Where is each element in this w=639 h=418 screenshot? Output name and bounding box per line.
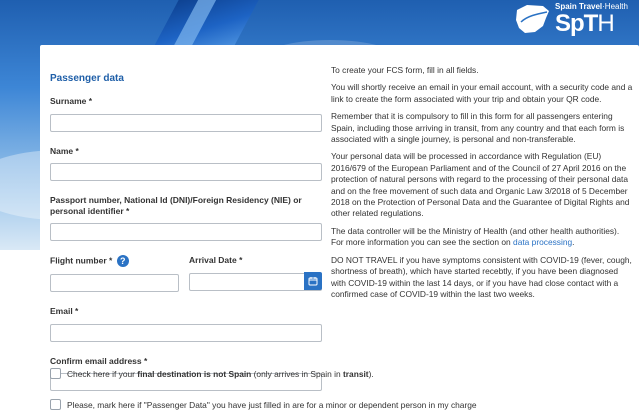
logo-wordmark: SpTH [555,10,614,37]
transit-checkbox-label: Check here if your final destination is not Spain (only arrives in Spain in transit). [67,368,374,379]
logo-tagline: Spain Travel·Health [555,2,628,11]
flight-number-label: Flight number * ? [50,255,179,267]
section-title: Passenger data [50,73,124,84]
email-input[interactable] [50,324,322,342]
transit-checkbox[interactable] [50,368,61,379]
transit-checkbox-row[interactable] [50,368,374,379]
arrival-date-picker [189,272,322,290]
form-card [40,45,639,418]
minor-checkbox-label: Please, mark here if "Passenger Data" you have just filled in are for a minor or dependent person in my charge [67,399,477,410]
calendar-button[interactable] [304,272,322,290]
info-paragraph: To create your FCS form, fill in all fields. [331,65,479,75]
email-label: Email * [50,306,79,316]
info-paragraph: The data controller will be the Ministry of Health (and other health authorities). For more information you can see the section on data processing. [331,225,620,248]
spth-logo[interactable] [513,0,633,38]
arrival-date-label: Arrival Date * [189,255,243,265]
info-paragraph: You will shortly receive an email in your email account, with a security code and a link to create the form associated with your trip and obtain your QR code. [331,82,633,104]
minor-checkbox[interactable] [50,399,61,410]
flight-number-input[interactable] [50,274,179,292]
minor-checkbox-row[interactable] [50,399,477,410]
name-input[interactable] [50,163,322,181]
passport-input[interactable] [50,223,322,241]
passport-label: Passport number, National Id (DNI)/Foreign Residency (NIE) or personal identifier * [50,195,302,216]
info-paragraph: Your personal data will be processed in accordance with Regulation (EU) 2016/679 of the European Parliament and of the Council of 27 April 2016 on the protection of natural persons with regard to the processing of their personal data and on the free movement of such data and Organic Law 3/2018 of 5 December 2018 on the Protection of Personal Data and the Guarantee of Digital Rights and other related regulations. [331,151,630,219]
confirm-email-label: Confirm email address * [50,355,148,366]
surname-label: Surname * [50,96,93,106]
help-icon[interactable]: ? [117,255,129,267]
info-paragraph: Remember that it is compulsory to fill in this form for all passengers entering Spain, including those arriving in transit, from any country and that each form is associated with a single journey, is personal and non-transferable. [331,111,625,145]
surname-input[interactable] [50,114,322,132]
data-processing-link[interactable]: data processing [513,237,573,248]
info-panel [331,65,634,306]
arrival-date-input[interactable] [189,273,322,291]
name-label: Name * [50,145,79,156]
info-paragraph: DO NOT TRAVEL if you have symptoms consistent with COVID-19 (fever, cough, shortness of breath), which have started recebtly, if you have been diagnosed with COVID-19 within the last 14 days, or if you have had close contact with a confirmed case of COVID-19 within the last two weeks. [331,254,632,299]
passenger-form [50,65,322,405]
spain-map-icon [513,2,553,36]
calendar-icon [308,276,318,286]
